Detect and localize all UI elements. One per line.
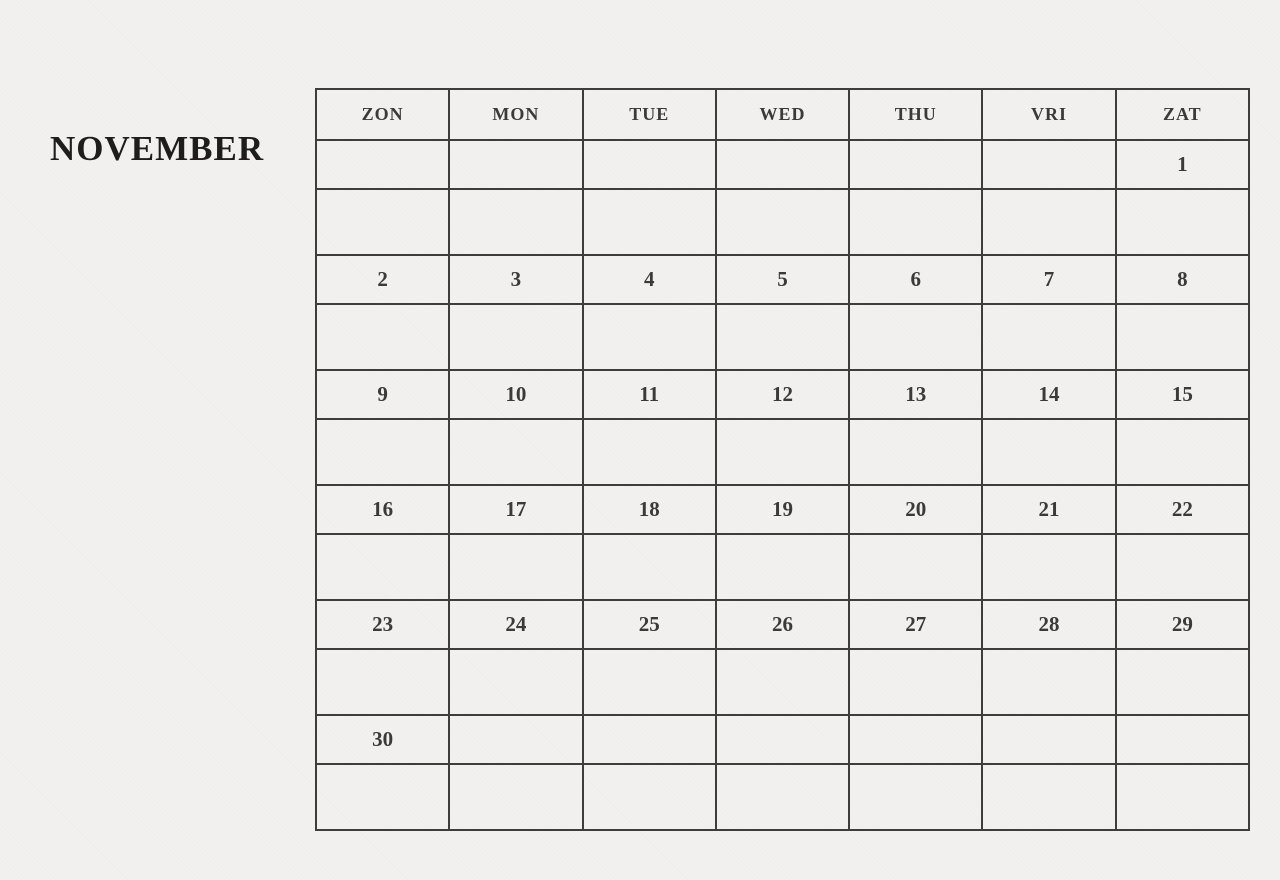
notes-cell: [1116, 764, 1249, 830]
weekday-header-wed: WED: [716, 89, 849, 140]
day-cell-8: 8: [1116, 255, 1249, 304]
page-title: NOVEMBER: [50, 129, 265, 169]
weekday-header-zon: ZON: [316, 89, 449, 140]
week-6-notes-row: [316, 764, 1249, 830]
notes-cell: [316, 189, 449, 255]
week-3-notes-row: [316, 419, 1249, 485]
day-cell-16: 16: [316, 485, 449, 534]
week-6-date-row: [316, 715, 1249, 764]
notes-cell: [449, 764, 582, 830]
notes-cell: [716, 534, 849, 600]
notes-cell: [716, 649, 849, 715]
notes-cell: [849, 189, 982, 255]
day-cell-empty: [982, 140, 1115, 189]
notes-cell: [316, 304, 449, 370]
day-cell-12: 12: [716, 370, 849, 419]
notes-cell: [1116, 419, 1249, 485]
weekday-header-thu: THU: [849, 89, 982, 140]
day-cell-empty: [982, 715, 1115, 764]
week-4-date-row: [316, 485, 1249, 534]
week-1-date-row: [316, 140, 1249, 189]
day-cell-22: 22: [1116, 485, 1249, 534]
day-cell-25: 25: [583, 600, 716, 649]
day-cell-17: 17: [449, 485, 582, 534]
weekday-header-tue: TUE: [583, 89, 716, 140]
day-cell-21: 21: [982, 485, 1115, 534]
day-cell-23: 23: [316, 600, 449, 649]
notes-cell: [583, 649, 716, 715]
week-5-date-row: [316, 600, 1249, 649]
notes-cell: [716, 764, 849, 830]
day-cell-28: 28: [982, 600, 1115, 649]
day-cell-empty: [583, 140, 716, 189]
notes-cell: [849, 419, 982, 485]
notes-cell: [316, 419, 449, 485]
day-cell-14: 14: [982, 370, 1115, 419]
day-cell-15: 15: [1116, 370, 1249, 419]
day-cell-13: 13: [849, 370, 982, 419]
notes-cell: [1116, 304, 1249, 370]
notes-cell: [583, 419, 716, 485]
notes-cell: [1116, 534, 1249, 600]
notes-cell: [583, 304, 716, 370]
week-3-date-row: [316, 370, 1249, 419]
calendar-body: [316, 140, 1249, 830]
week-4-notes-row: [316, 534, 1249, 600]
notes-cell: [583, 534, 716, 600]
notes-cell: [583, 764, 716, 830]
notes-cell: [1116, 189, 1249, 255]
day-cell-20: 20: [849, 485, 982, 534]
day-cell-10: 10: [449, 370, 582, 419]
day-cell-29: 29: [1116, 600, 1249, 649]
notes-cell: [449, 649, 582, 715]
weekday-header-zat: ZAT: [1116, 89, 1249, 140]
notes-cell: [449, 304, 582, 370]
week-2-notes-row: [316, 304, 1249, 370]
day-cell-26: 26: [716, 600, 849, 649]
notes-cell: [982, 189, 1115, 255]
day-cell-7: 7: [982, 255, 1115, 304]
notes-cell: [1116, 649, 1249, 715]
day-cell-empty: [583, 715, 716, 764]
weekday-header-row: [316, 89, 1249, 140]
notes-cell: [982, 304, 1115, 370]
day-cell-2: 2: [316, 255, 449, 304]
notes-cell: [849, 534, 982, 600]
notes-cell: [982, 534, 1115, 600]
notes-cell: [849, 764, 982, 830]
calendar-header: [316, 89, 1249, 140]
notes-cell: [982, 419, 1115, 485]
day-cell-30: 30: [316, 715, 449, 764]
day-cell-6: 6: [849, 255, 982, 304]
notes-cell: [449, 534, 582, 600]
notes-cell: [982, 764, 1115, 830]
day-cell-9: 9: [316, 370, 449, 419]
day-cell-18: 18: [583, 485, 716, 534]
notes-cell: [982, 649, 1115, 715]
weekday-header-mon: MON: [449, 89, 582, 140]
notes-cell: [583, 189, 716, 255]
week-5-notes-row: [316, 649, 1249, 715]
day-cell-4: 4: [583, 255, 716, 304]
notes-cell: [449, 419, 582, 485]
day-cell-empty: [849, 715, 982, 764]
notes-cell: [316, 649, 449, 715]
week-2-date-row: [316, 255, 1249, 304]
notes-cell: [316, 764, 449, 830]
day-cell-empty: [449, 140, 582, 189]
day-cell-24: 24: [449, 600, 582, 649]
day-cell-19: 19: [716, 485, 849, 534]
day-cell-empty: [1116, 715, 1249, 764]
day-cell-empty: [316, 140, 449, 189]
day-cell-empty: [849, 140, 982, 189]
day-cell-empty: [449, 715, 582, 764]
weekday-header-vri: VRI: [982, 89, 1115, 140]
day-cell-empty: [716, 715, 849, 764]
day-cell-11: 11: [583, 370, 716, 419]
calendar-grid: [315, 88, 1250, 831]
notes-cell: [716, 419, 849, 485]
notes-cell: [449, 189, 582, 255]
day-cell-5: 5: [716, 255, 849, 304]
notes-cell: [849, 649, 982, 715]
notes-cell: [849, 304, 982, 370]
day-cell-3: 3: [449, 255, 582, 304]
day-cell-empty: [716, 140, 849, 189]
week-1-notes-row: [316, 189, 1249, 255]
notes-cell: [716, 189, 849, 255]
day-cell-27: 27: [849, 600, 982, 649]
day-cell-1: 1: [1116, 140, 1249, 189]
notes-cell: [316, 534, 449, 600]
notes-cell: [716, 304, 849, 370]
